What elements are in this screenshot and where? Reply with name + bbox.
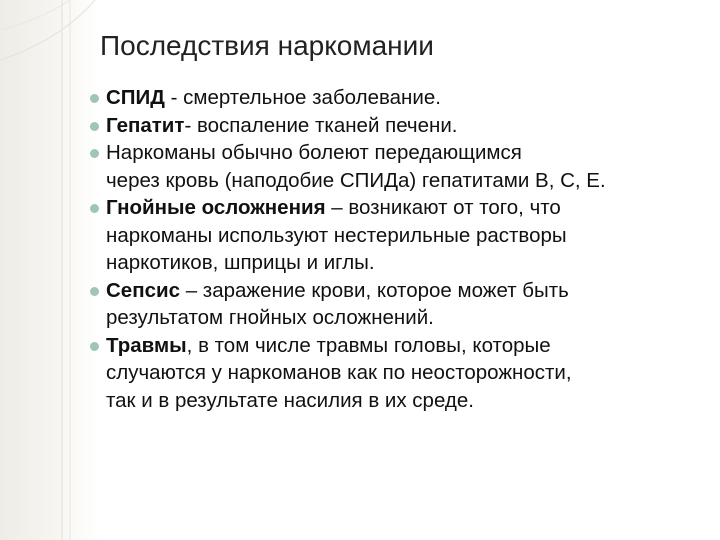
bullet-text: Наркоманы обычно болеют передающимся (106, 141, 522, 164)
bullet-line (0, 84, 720, 112)
bullet-text: - смертельное заболевание. (164, 86, 441, 109)
bullet-icon (90, 287, 99, 296)
bullet-text: - воспаление тканей печени. (184, 113, 458, 137)
bullet-text: – возникают от того, что (325, 196, 561, 219)
list-item (0, 112, 720, 140)
bullet-line: наркоманы используют нестерильные растворы (106, 223, 567, 247)
bullet-icon (90, 342, 99, 351)
bullet-line: наркотиков, шприцы и иглы. (106, 251, 375, 274)
bullet-line (0, 332, 720, 360)
bullet-list (0, 84, 720, 414)
bullet-line: результатом гнойных осложнений. (106, 306, 434, 329)
bullet-line (0, 194, 720, 222)
bullet-text: , в том числе травмы головы, которые (186, 333, 551, 357)
bullet-icon (90, 122, 99, 131)
list-item (0, 84, 720, 112)
bullet-line (0, 112, 720, 140)
list-item (0, 332, 720, 415)
bullet-line: так и в результате насилия в их среде. (106, 388, 474, 412)
list-item (0, 277, 720, 332)
list-item (0, 194, 720, 277)
page-title: Последствия наркомании (100, 30, 434, 61)
bullet-term: Гепатит (106, 113, 185, 137)
bullet-text: – заражение крови, которое может быть (180, 278, 569, 302)
bullet-line: случаются у наркоманов как по неосторожности, (106, 361, 572, 384)
bullet-line (0, 277, 720, 305)
bullet-term: Травмы (106, 333, 187, 357)
bullet-term: СПИД (106, 86, 165, 109)
bullet-term: Сепсис (106, 278, 180, 302)
bullet-line (0, 139, 720, 167)
list-item (0, 139, 720, 194)
bullet-icon (90, 149, 99, 158)
bullet-term: Гнойные осложнения (106, 196, 326, 219)
bullet-icon (90, 94, 99, 103)
bullet-icon (90, 204, 99, 213)
bullet-line: через кровь (наподобие СПИДа) гепатитами В, С, Е. (106, 168, 606, 192)
